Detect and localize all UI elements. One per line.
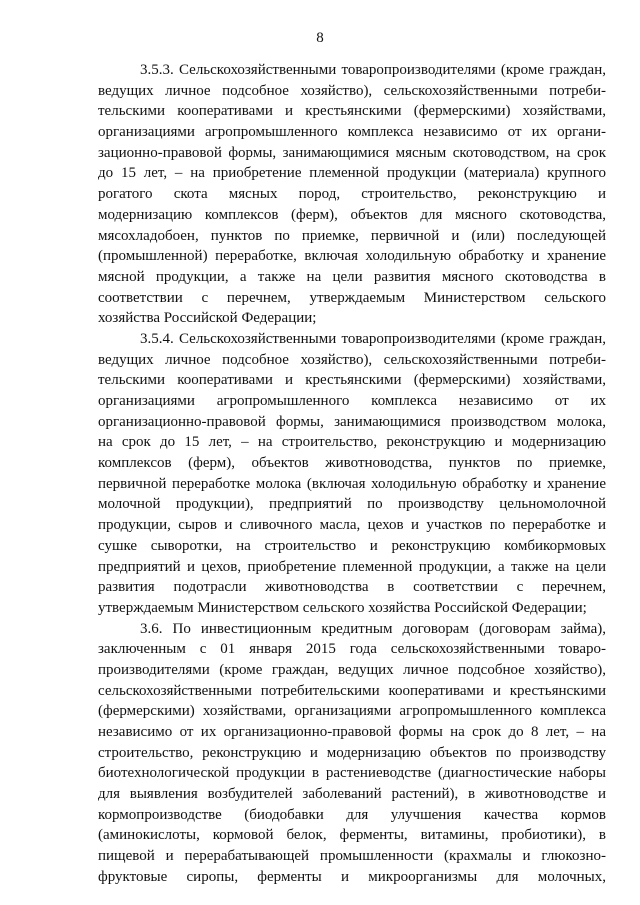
text-line: заключенным с 01 января 2015 года сельскохозяйственными товаро- [98, 641, 606, 658]
text-line: первичной переработке молока (включая холодильную обработку и хранение [98, 475, 606, 492]
text-line: 3.6. По инвестиционным кредитным договорам (договорам займа), [140, 620, 606, 637]
text-line: на срок до 15 лет, – на строительство, реконструкцию и модернизацию [98, 434, 606, 451]
text-line: тельскими кооперативами и крестьянскими (фермерскими) хозяйствами, [98, 103, 606, 120]
text-line: биотехнологической продукции в растениеводстве (диагностические наборы [98, 765, 606, 782]
text-line: хозяйства Российской Федерации; [98, 310, 317, 327]
text-line: соответствии с перечнем, утверждаемым Министерством сельского [98, 289, 606, 306]
paragraph-3-5-4 [98, 329, 606, 619]
text-line: молочной продукции), предприятий по производству цельномолочной [98, 496, 606, 513]
text-line: предприятий и цехов, приобретение племенной продукции, а также на цели [98, 558, 606, 575]
text-line: ведущих личное подсобное хозяйство), сельскохозяйственными потреби- [98, 351, 606, 368]
text-line: 3.5.3. Сельскохозяйственными товаропроизводителями (кроме граждан, [140, 62, 606, 78]
text-line: независимо от их организационно-правовой формы на срок до 8 лет, – на [98, 724, 606, 740]
text-line: продукции, сыров и сливочного масла, цехов и участков по переработке и [98, 517, 606, 534]
text-line: (промышленной) переработке, включая холодильную обработку и хранение [98, 248, 606, 265]
text-line: сельскохозяйственными потребительскими кооперативами и крестьянскими [98, 682, 606, 699]
paragraph-3-5-3 [98, 60, 606, 329]
text-line: мясохладобоен, пунктов по приемке, первичной и (или) последующей [98, 227, 606, 244]
paragraph-3-6 [98, 619, 606, 888]
text-line: кормопроизводстве (биодобавки для улучшения качества кормов [98, 806, 606, 823]
text-line: 3.5.4. Сельскохозяйственными товаропроизводителями (кроме граждан, [140, 330, 606, 347]
text-line: сушке сыворотки, на строительство и реконструкцию комбикормовых [98, 537, 606, 554]
text-line: развития подотрасли животноводства в соответствии с перечнем, [98, 579, 606, 596]
text-line: мясной продукции, а также на цели развития мясного скотоводства в [98, 268, 606, 285]
text-line: зационно-правовой формы, занимающимися мясным скотоводством, на срок [98, 144, 606, 161]
text-line: организационно-правовой формы, занимающимися производством молока, [98, 413, 606, 430]
text-line: (аминокислоты, кормовой белок, ферменты, витамины, пробиотики), в [98, 827, 606, 844]
text-line: модернизацию комплексов (ферм), объектов для мясного скотоводства, [98, 206, 606, 223]
page-number: 8 [316, 30, 324, 46]
text-line: утверждаемым Министерством сельского хозяйства Российской Федерации; [98, 599, 587, 616]
text-line: до 15 лет, – на приобретение племенной продукции (материала) крупного [98, 165, 606, 182]
text-line: комплексов (ферм), объектов животноводства, пунктов по приемке, [98, 455, 606, 472]
text-line: организациями агропромышленного комплекса независимо от их органи- [98, 124, 606, 141]
text-line: рогатого скота мясных пород, строительство, реконструкцию и [98, 186, 606, 203]
text-line: фруктовые сиропы, ферменты и микроорганизмы для молочных, [98, 868, 606, 885]
text-line: пищевой и перерабатывающей промышленности (крахмалы и глюкозно- [98, 848, 606, 865]
text-line: для выявления возбудителей заболеваний растений), в животноводстве и [98, 786, 606, 803]
text-line: производителями (кроме граждан, ведущих личное подсобное хозяйство), [98, 661, 606, 678]
text-line: тельскими кооперативами и крестьянскими (фермерскими) хозяйствами, [98, 372, 606, 389]
text-line: ведущих личное подсобное хозяйство), сельскохозяйственными потреби- [98, 82, 606, 99]
text-line: (фермерскими) хозяйствами, организациями агропромышленного комплекса [98, 703, 606, 720]
document-body [98, 60, 606, 888]
text-line: строительство, реконструкцию и модернизацию объектов по производству [98, 744, 606, 761]
text-line: организациями агропромышленного комплекса независимо от их [98, 393, 606, 409]
